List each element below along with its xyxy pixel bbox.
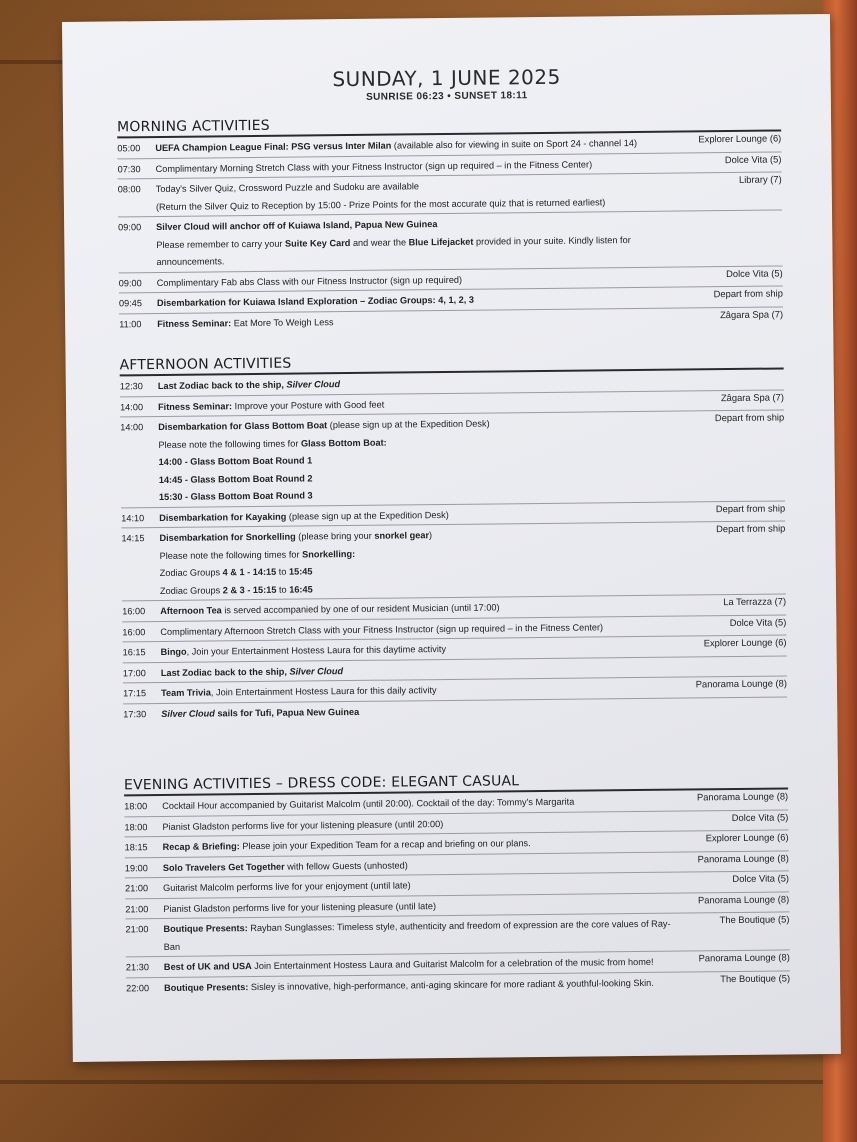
text-run: Sisley is innovative, high-performance, anti-aging skincare for more radiant & youthful-looking Skin. — [248, 977, 654, 992]
text-run: Complimentary Morning Stretch Class with your Fitness Instructor (sign up required – in the Fitness Center) — [155, 158, 593, 174]
activity-location: Zâgara Spa (7) — [719, 307, 784, 320]
section-title: EVENING ACTIVITIES – DRESS CODE: ELEGANT CASUAL — [124, 770, 788, 796]
text-run: Rayban Sunglasses: Timeless style, authenticity and freedom of expression are the core values of Ray-Ban — [163, 918, 671, 952]
activity-time: 21:00 — [125, 924, 149, 935]
text-run: Disembarkation for Kuiawa Island Exploration – Zodiac Groups: 4, 1, 2, 3 — [156, 294, 475, 309]
activity-location: The Boutique (5) — [720, 971, 791, 984]
description-line — [156, 231, 672, 271]
activity-row — [120, 410, 785, 507]
page-title: SUNDAY, 1 JUNE 2025 — [332, 64, 561, 92]
activity-location: Panorama Lounge (8) — [697, 892, 790, 905]
text-run: , Join Entertainment Hostess Laura for this daily activity — [210, 685, 437, 698]
text-run: Complimentary Afternoon Stretch Class with your Fitness Instructor (sign up required – in the Fitness Center) — [160, 621, 604, 637]
text-run: 14:45 - Glass Bottom Boat Round 2 — [158, 472, 313, 485]
activity-time: 12:30 — [119, 381, 143, 392]
activity-location: Dolce Vita (5) — [725, 266, 783, 279]
sunrise-sunset: SUNRISE 06:23 • SUNSET 18:11 — [366, 90, 528, 103]
activity-location: Dolce Vita (5) — [732, 872, 790, 885]
activity-time: 19:00 — [124, 862, 148, 873]
text-run: to — [276, 566, 290, 577]
activity-location: Dolce Vita (5) — [731, 810, 789, 823]
section-title: MORNING ACTIVITIES — [117, 112, 781, 138]
description-line — [157, 310, 673, 333]
text-run: Last Zodiac back to the ship, — [160, 666, 290, 678]
activity-time: 09:00 — [118, 277, 142, 288]
activity-time: 21:00 — [125, 883, 149, 894]
text-run: (please sign up at the Expedition Desk) — [327, 418, 490, 431]
activity-time: 21:30 — [125, 962, 149, 973]
page-header — [63, 62, 831, 106]
text-run: Cocktail Hour accompanied by Guitarist Malcolm (until 20:00). Cocktail of the day: Tommy's Margarita — [162, 796, 575, 811]
text-run: with fellow Guests (unhosted) — [284, 859, 408, 872]
text-run: snorkel gear — [374, 530, 430, 541]
text-run: Glass Bottom Boat: — [300, 437, 387, 449]
text-run: Silver Cloud — [161, 707, 215, 719]
activity-time: 11:00 — [119, 318, 142, 329]
activity-location: Explorer Lounge (6) — [703, 636, 787, 649]
activity-time: 08:00 — [117, 184, 141, 195]
text-run: Please note the following times for — [158, 438, 301, 450]
text-run: Eat More To Weigh Less — [231, 316, 334, 328]
activity-location: Dolce Vita (5) — [729, 615, 787, 628]
text-run: Join Entertainment Hostess Laura and Guitarist Malcolm for a celebration of the music from home! — [251, 956, 654, 972]
description-line — [163, 916, 679, 956]
activity-time: 14:10 — [121, 512, 145, 523]
text-run: is served accompanied by one of our resident Musician (until 17:00) — [221, 602, 500, 616]
text-run: 14:00 - Glass Bottom Boat Round 1 — [158, 455, 313, 468]
text-run: Today's Silver Quiz, Crossword Puzzle and Sudoku are available — [155, 181, 420, 195]
text-run: Blue Lifejacket — [408, 236, 474, 247]
text-run: Guitarist Malcolm performs live for your enjoyment (until late) — [163, 880, 411, 893]
text-run: Please remember to carry your — [156, 238, 286, 250]
activity-description — [156, 172, 782, 216]
text-run: Boutique Presents: — [163, 923, 248, 934]
activity-location: Depart from ship — [715, 522, 786, 535]
text-run: Solo Travelers Get Together — [162, 861, 285, 873]
text-run: Pianist Gladston performs live for your listening pleasure (until 20:00) — [162, 818, 444, 832]
text-run: Pianist Gladston performs live for your listening pleasure (until late) — [163, 900, 437, 914]
text-run: Disembarkation for Snorkelling — [159, 531, 296, 544]
text-run: (please sign up at the Expedition Desk) — [286, 509, 449, 522]
text-run: ) — [428, 530, 433, 541]
activity-list — [124, 789, 790, 997]
text-run: 15:45 — [288, 566, 313, 577]
activity-time: 09:45 — [118, 298, 143, 309]
text-run: and wear the — [350, 236, 409, 248]
description-line — [164, 974, 680, 997]
section-title: AFTERNOON ACTIVITIES — [120, 350, 784, 376]
activity-time: 22:00 — [126, 982, 150, 993]
activity-location: Panorama Lounge (8) — [695, 677, 788, 690]
activity-description — [158, 410, 785, 506]
activity-description — [163, 912, 789, 956]
activity-row — [121, 521, 786, 601]
text-run: Fitness Seminar: — [157, 400, 233, 412]
activity-time: 16:00 — [122, 606, 146, 617]
text-run: Please join your Expedition Team for a recap and briefing on our plans. — [239, 838, 531, 852]
activity-time: 16:00 — [122, 626, 146, 637]
text-run: Boutique Presents: — [164, 981, 249, 993]
activity-time: 14:00 — [119, 401, 144, 412]
text-run: Suite Key Card — [284, 237, 351, 249]
text-run: to — [276, 584, 290, 595]
activity-location: Panorama Lounge (8) — [696, 790, 789, 803]
activity-time: 07:30 — [117, 163, 141, 174]
evening-section — [124, 770, 790, 997]
text-run: 15:30 - Glass Bottom Boat Round 3 — [158, 490, 313, 503]
text-run: Zodiac Groups — [159, 584, 223, 596]
schedule-sheet — [62, 14, 841, 1062]
text-run: Afternoon Tea — [160, 605, 222, 617]
text-run: Silver Cloud will anchor off of Kuiawa Island, Papua New Guinea — [156, 219, 438, 233]
activity-description — [159, 521, 786, 600]
activity-time: 14:15 — [121, 533, 145, 544]
activity-location: Library (7) — [738, 173, 782, 185]
activity-time: 14:00 — [120, 422, 144, 433]
text-run: Silver Cloud — [286, 379, 341, 390]
morning-section — [117, 112, 783, 333]
activity-time: 21:00 — [125, 903, 149, 914]
text-run: Please note the following times for — [159, 549, 303, 561]
activity-location: Panorama Lounge (8) — [697, 851, 789, 864]
text-run: Improve your Posture with Good feet — [232, 399, 385, 411]
text-run: (available also for viewing in suite on Sport 24 - channel 14) — [391, 137, 638, 151]
activity-list — [117, 131, 783, 333]
activity-location: Dolce Vita (5) — [724, 152, 782, 165]
activity-location: Depart from ship — [713, 287, 783, 300]
text-run: 4 & 1 - 14:15 — [222, 566, 277, 578]
text-run: (Return the Silver Quiz to Reception by 15:00 - Prize Points for the most accurate quiz that is returned earliest) — [155, 196, 606, 212]
text-run: Bingo — [160, 646, 187, 658]
activity-location: Explorer Lounge (6) — [698, 132, 782, 145]
text-run: 2 & 3 - 15:15 — [222, 584, 277, 595]
text-run: Team Trivia — [160, 687, 211, 698]
text-run: Fitness Seminar: — [157, 317, 232, 329]
activity-time: 17:30 — [123, 708, 147, 719]
activity-list — [120, 369, 788, 723]
activity-time: 18:00 — [124, 801, 148, 812]
activity-location: Panorama Lounge (8) — [698, 951, 790, 964]
activity-time: 16:15 — [122, 647, 146, 658]
description-line — [161, 700, 677, 723]
text-run: sails for Tufi, Papua New Guinea — [214, 706, 360, 718]
text-run: UEFA Champion League Final: PSG versus Inter Milan — [155, 140, 392, 154]
activity-location: Depart from ship — [714, 411, 785, 424]
activity-time: 09:00 — [118, 222, 142, 233]
text-run: Complimentary Fab abs Class with our Fitness Instructor (sign up required) — [156, 274, 463, 288]
activity-location: Depart from ship — [715, 501, 786, 514]
activity-time: 05:00 — [117, 143, 141, 154]
text-run: , Join your Entertainment Hostess Laura for this daytime activity — [186, 644, 447, 657]
activity-location: La Terrazza (7) — [723, 595, 787, 608]
activity-location: Zâgara Spa (7) — [720, 390, 785, 403]
text-run: Best of UK and USA — [163, 961, 252, 972]
activity-row — [118, 210, 783, 272]
activity-time: 17:15 — [122, 688, 147, 699]
activity-time: 18:15 — [124, 842, 148, 853]
text-run: 16:45 — [289, 583, 313, 595]
activity-location: Explorer Lounge (6) — [705, 831, 789, 844]
afternoon-section — [120, 350, 788, 723]
text-run: provided in your suite. Kindly listen for announcements. — [156, 234, 631, 268]
text-run: Disembarkation for Glass Bottom Boat — [158, 420, 328, 433]
text-run: Zodiac Groups — [159, 567, 223, 579]
text-run: Snorkelling: — [302, 548, 356, 560]
text-run: (please bring your — [295, 530, 375, 542]
activity-time: 18:00 — [124, 821, 148, 832]
activity-location: The Boutique (5) — [719, 913, 790, 926]
text-run: Recap & Briefing: — [162, 841, 240, 852]
activity-description — [156, 210, 783, 271]
text-run: Last Zodiac back to the ship, — [157, 379, 287, 392]
text-run: Silver Cloud — [289, 665, 344, 677]
text-run: Disembarkation for Kayaking — [159, 511, 287, 523]
table-plank — [0, 1080, 857, 1084]
activity-time: 17:00 — [122, 667, 146, 678]
